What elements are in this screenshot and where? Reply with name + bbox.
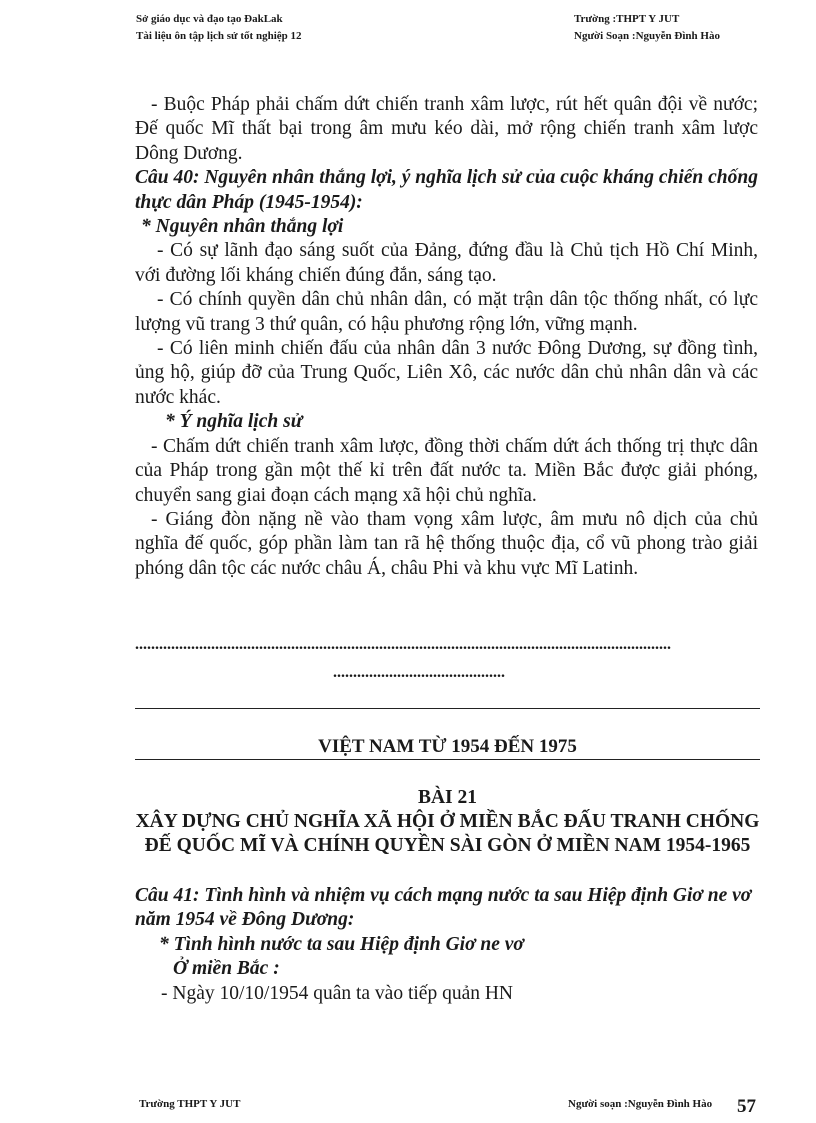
page-number: 57: [737, 1096, 756, 1117]
meaning-heading: * Ý nghĩa lịch sử: [165, 411, 303, 433]
question-41-title: Câu 41: Tình hình và nhiệm vụ cách mạng nước ta sau Hiệp định Giơ ne vơ năm 1954 về Đông Dương:: [135, 885, 752, 931]
header-department: Sở giáo dục và đạo tạo ĐakLak: [136, 13, 283, 25]
cause-item: - Có chính quyền dân chủ nhân dân, có mặt trận dân tộc thống nhất, có lực lượng vũ trang 3 thứ quân, có hậu phương rộng lớn, vững mạnh.: [135, 289, 758, 335]
meaning-item: - Chấm dứt chiến tranh xâm lược, đồng thời chấm dứt ách thống trị thực dân của Pháp trong gần một thế kỉ trên đất nước ta. Miền Bắc được giải phóng, chuyển sang giai đoạn cách mạng xã hội chủ nghĩa.: [135, 435, 758, 506]
dotted-separator-short: ...........................................: [333, 664, 505, 681]
main-content: [135, 93, 758, 581]
situation-heading: * Tình hình nước ta sau Hiệp định Giơ ne vơ: [159, 933, 524, 955]
divider-top: [135, 708, 760, 709]
divider-bottom: [135, 759, 760, 760]
lesson-number: BÀI 21: [417, 787, 478, 808]
question-40-title: Câu 40: Nguyên nhân thắng lợi, ý nghĩa lịch sử của cuộc kháng chiến chống thực dân Pháp (1945-1954):: [135, 167, 758, 213]
footer-author: Người soạn :Nguyễn Đình Hào: [568, 1098, 713, 1110]
situation-item: - Ngày 10/10/1954 quân ta vào tiếp quản HN: [161, 982, 514, 1004]
meaning-item: - Giáng đòn nặng nề vào tham vọng xâm lược, âm mưu nô dịch của chủ nghĩa đế quốc, góp phần làm tan rã hệ thống thuộc địa, cổ vũ phong trào giải phóng dân tộc các nước châu Á, châu Phi và khu vực Mĩ Latinh.: [135, 508, 758, 579]
paragraph-intro: - Buộc Pháp phải chấm dứt chiến tranh xâm lược, rút hết quân đội về nước; Đế quốc Mĩ thất bại trong âm mưu kéo dài, mở rộng chiến tranh xâm lược Dông Dương.: [135, 94, 758, 164]
header-left: [136, 11, 302, 45]
header-document-title: Tài liệu ôn tập lịch sử tốt nghiệp 12: [136, 30, 302, 42]
dotted-separator-long: ......................................................................................................................................: [135, 636, 671, 653]
question-41-block: [135, 884, 758, 1006]
region-heading: Ở miền Bắc :: [173, 958, 280, 980]
causes-heading: * Nguyên nhân thắng lợi: [141, 216, 344, 238]
cause-item: - Có sự lãnh đạo sáng suốt của Đảng, đứng đầu là Chủ tịch Hồ Chí Minh, với đường lối kháng chiến đúng đắn, sáng tạo.: [135, 240, 758, 286]
cause-item: - Có liên minh chiến đấu của nhân dân 3 nước Đông Dương, sự đồng tình, ủng hộ, giúp đỡ của Trung Quốc, Liên Xô, các nước dân chủ nhân dân và các nước khác.: [135, 338, 758, 408]
header-right: [574, 11, 720, 45]
header-author: Người Soạn :Nguyễn Đình Hào: [574, 30, 720, 42]
section-title: VIỆT NAM TỪ 1954 ĐẾN 1975: [318, 736, 577, 757]
header-school: Trường :THPT Y JUT: [574, 13, 680, 25]
lesson-title: XÂY DỰNG CHỦ NGHĨA XÃ HỘI Ở MIỀN BẮC ĐẤU TRANH CHỐNG ĐẾ QUỐC MĨ VÀ CHÍNH QUYỀN SÀI GÒN Ở MIỀN NAM 1954-1965: [135, 811, 760, 856]
lesson-heading: [135, 786, 760, 858]
footer-school: Trường THPT Y JUT: [139, 1098, 241, 1110]
